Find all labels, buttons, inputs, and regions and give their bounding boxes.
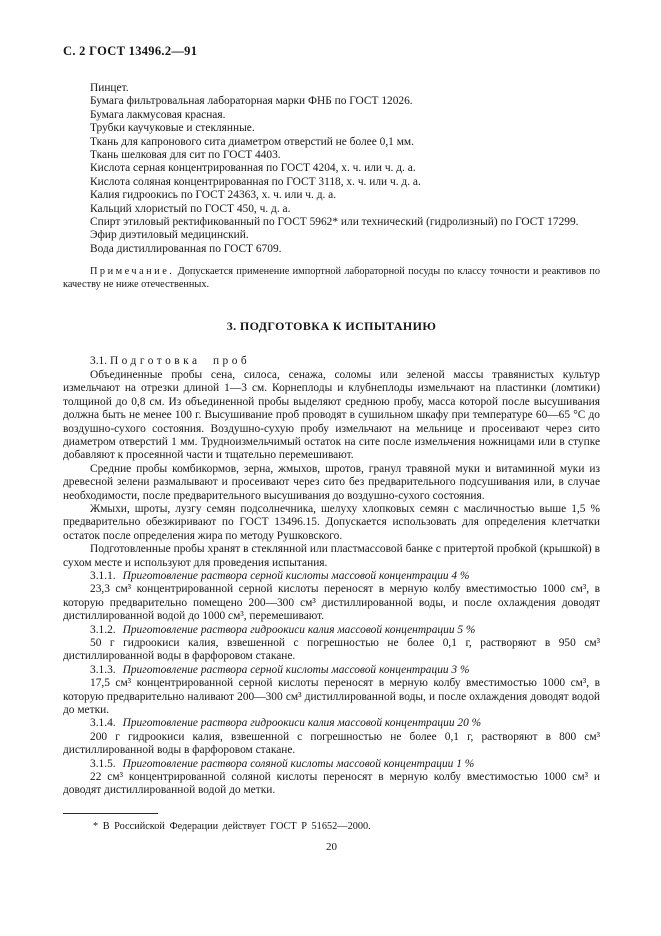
page-number: 20 bbox=[326, 841, 337, 854]
subsection-number: 3.1.5. bbox=[90, 757, 116, 770]
subsection-body: 50 г гидроокиси калия, взвешенной с погрешностью не более 0,1 г, растворяют в 950 см³ дистиллированной воды в фарфоровом стакане. bbox=[63, 637, 600, 663]
reagent-line: Бумага лакмусовая красная. bbox=[90, 108, 226, 121]
reagent-line: Вода дистиллированная по ГОСТ 6709. bbox=[90, 242, 282, 255]
subsection-number: 3.1.3. bbox=[90, 663, 116, 676]
subsection-body: 200 г гидроокиси калия, взвешенной с погрешностью не более 0,1 г, растворяют в 800 см³ дистиллированной воды в фарфоровом стакане. bbox=[63, 730, 600, 757]
footnote-divider bbox=[63, 813, 158, 814]
reagent-line: Кислота серная концентрированная по ГОСТ 4204, х. ч. или ч. д. а. bbox=[90, 162, 416, 175]
subsection-title: Приготовление раствора серной кислоты массовой концентрации 3 % bbox=[122, 663, 470, 676]
paragraph: Подготовленные пробы хранят в стеклянной или пластмассовой банке с притертой пробкой (крышкой) в сухом месте и используют для проведения испытания. bbox=[63, 543, 600, 569]
subsection-body: 22 см³ концентрированной соляной кислоты переносят в мерную колбу вместимостью 1000 см³ и доводят дистиллированной водой до метки. bbox=[63, 771, 600, 797]
subsection-heading bbox=[63, 758, 600, 771]
paragraph: Средние пробы комбикормов, зерна, жмыхов, шротов, гранул травяной муки и витаминной муки из древесной зелени размалывают и просеивают через сито без предварительного подсушивания или, в случае необходимости, после предварительного высушивания до воздушно-сухого состояния. bbox=[63, 462, 600, 502]
note-label: Примечание. bbox=[90, 266, 175, 278]
reagent-line: Трубки каучуковые и стеклянные. bbox=[90, 122, 255, 135]
subsection-title: Приготовление раствора серной кислоты массовой концентрации 4 % bbox=[122, 569, 470, 582]
reagent-line: Пинцет. bbox=[90, 82, 129, 94]
subsection-body: 17,5 см³ концентрированной серной кислоты переносят в мерную колбу вместимостью 1000 см³, в которую предварительно наливают 200—300 см³ дистиллированной воды, и после охлаждения доводят водой до метки. bbox=[63, 677, 600, 717]
reagent-line: Ткань шелковая для сит по ГОСТ 4403. bbox=[90, 149, 281, 162]
subsection-title: Приготовление раствора соляной кислоты массовой концентрации 1 % bbox=[122, 757, 475, 770]
sub-heading-number: 3.1. bbox=[90, 355, 108, 368]
page-header: С. 2 ГОСТ 13496.2—91 bbox=[63, 44, 198, 58]
subsection-number: 3.1.2. bbox=[90, 623, 116, 636]
subsection-number: 3.1.4. bbox=[90, 717, 116, 730]
section-3-heading: 3. ПОДГОТОВКА К ИСПЫТАНИЮ bbox=[226, 319, 437, 334]
paragraph: Объединенные пробы сена, силоса, сенажа, соломы или зеленой массы травянистых культур измельчают на отрезки длиной 1—3 см. Корнеплоды и клубнеплоды измельчают на пластинки (ломтики) толщиной до 0,8 см. Из объединенной пробы выделяют среднюю пробу, масса которой после высушивания должна быть не менее 100 г. Высушивание проб проводят в сушильном шкафу при температуре 60—65 °С до воздушно-сухого состояния. Воздушно-сухую пробу измельчают на мельнице и просеивают через сито диаметром отверстий 1 мм. Трудноизмельчимый остаток на сите после измельчения ножницами или в ступке добавляют к просеянной части и тщательно перемешивают. bbox=[63, 368, 600, 462]
subsection-title: Приготовление раствора гидроокиси калия массовой концентрации 5 % bbox=[122, 623, 476, 636]
sub-heading-title: Подготовка проб bbox=[109, 355, 251, 368]
footnote-text: * В Российской Федерации действует ГОСТ Р 51652—2000. bbox=[93, 820, 371, 832]
reagent-line: Калия гидроокись по ГОСТ 24363, х. ч. или ч. д. а. bbox=[90, 189, 337, 202]
subsection-heading bbox=[63, 624, 600, 637]
section-3-1-heading bbox=[63, 355, 600, 368]
subsection-number: 3.1.1. bbox=[90, 569, 116, 582]
subsection-body: 23,3 см³ концентрированной серной кислоты переносят в мерную колбу вместимостью 1000 см³, в которую предварительно помещено 200—300 см³ дистиллированной воды, и после охлаждения доводят дистиллированной водой до 1000 см³, перемешивают. bbox=[63, 583, 600, 623]
subsection-heading bbox=[63, 664, 600, 677]
note-paragraph bbox=[63, 266, 600, 291]
reagent-line: Ткань для капронового сита диаметром отверстий не более 0,1 мм. bbox=[90, 135, 414, 148]
subsection-title: Приготовление раствора гидроокиси калия массовой концентрации 20 % bbox=[122, 717, 482, 730]
reagent-line: Кислота соляная концентрированная по ГОСТ 3118, х. ч. или ч. д. а. bbox=[90, 175, 421, 188]
paragraph: Жмыхи, шроты, лузгу семян подсолнечника, шелуху хлопковых семян с масличностью выше 1,5 % предварительно обезжиривают по ГОСТ 13496.15. Допускается использовать для определения клетчатки остаток после определения жира по методу Рушковского. bbox=[63, 502, 600, 542]
note-text: Допускается применение импортной лабораторной посуды по классу точности и реактивов по качеству не ниже отечественных. bbox=[63, 266, 600, 290]
subsection-heading bbox=[63, 717, 600, 730]
reagent-line: Эфир диэтиловый медицинский. bbox=[90, 229, 249, 242]
reagent-line: Кальций хлористый по ГОСТ 450, ч. д. а. bbox=[90, 202, 291, 215]
reagent-line: Спирт этиловый ректификованный по ГОСТ 5962* или технический (гидролизный) по ГОСТ 17299. bbox=[90, 216, 579, 229]
reagent-line: Бумага фильтровальная лабораторная марки ФНБ по ГОСТ 12026. bbox=[90, 95, 413, 108]
subsection-heading bbox=[63, 570, 600, 583]
page-content bbox=[63, 44, 600, 853]
